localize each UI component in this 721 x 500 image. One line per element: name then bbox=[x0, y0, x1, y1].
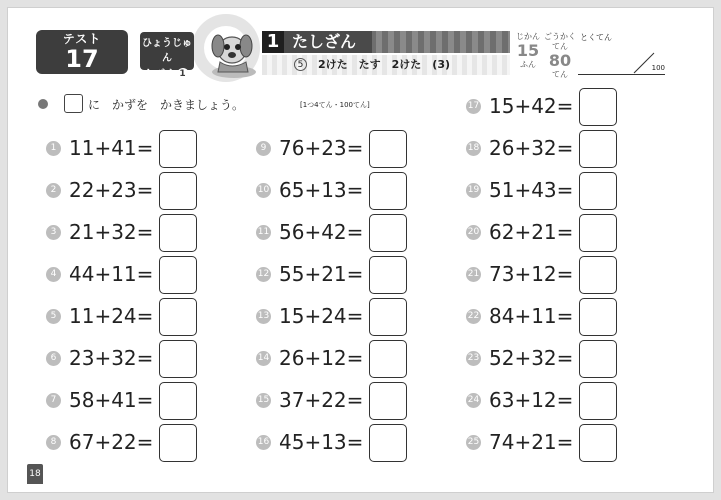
answer-box[interactable] bbox=[369, 424, 407, 462]
problem-expression: 62+21= bbox=[489, 220, 574, 244]
problem-expression: 76+23= bbox=[279, 136, 364, 160]
problem-item bbox=[256, 256, 416, 294]
problem-number: 23 bbox=[466, 351, 481, 366]
problem-number: 15 bbox=[256, 393, 271, 408]
answer-box[interactable] bbox=[159, 340, 197, 378]
level-badge bbox=[140, 32, 194, 79]
problem-number: 20 bbox=[466, 225, 481, 240]
problem-expression: 51+43= bbox=[489, 178, 574, 202]
problem-expression: 45+13= bbox=[279, 430, 364, 454]
problem-item bbox=[256, 130, 416, 168]
answer-box[interactable] bbox=[159, 130, 197, 168]
bullet-icon bbox=[38, 99, 48, 109]
problem-number: 14 bbox=[256, 351, 271, 366]
pass-unit: てん bbox=[552, 70, 568, 79]
page-title: たしざん bbox=[292, 32, 357, 51]
problem-number: 17 bbox=[466, 99, 481, 114]
answer-box[interactable] bbox=[159, 172, 197, 210]
title-bar bbox=[262, 31, 510, 53]
answer-box[interactable] bbox=[369, 298, 407, 336]
problem-item bbox=[46, 382, 206, 420]
problem-number: 9 bbox=[256, 141, 271, 156]
problem-item bbox=[466, 88, 626, 126]
answer-box[interactable] bbox=[369, 214, 407, 252]
problem-number: 16 bbox=[256, 435, 271, 450]
problem-expression: 26+32= bbox=[489, 136, 574, 160]
answer-box[interactable] bbox=[579, 256, 617, 294]
problem-item bbox=[256, 424, 416, 462]
problem-number: 18 bbox=[466, 141, 481, 156]
test-number-tab bbox=[36, 30, 128, 74]
subtitle-bar bbox=[262, 55, 510, 75]
problem-item bbox=[256, 172, 416, 210]
time-value: 15 bbox=[516, 41, 540, 60]
problem-number: 6 bbox=[46, 351, 61, 366]
problem-item bbox=[46, 340, 206, 378]
problem-number: 25 bbox=[466, 435, 481, 450]
problem-expression: 21+32= bbox=[69, 220, 154, 244]
problem-expression: 52+32= bbox=[489, 346, 574, 370]
level-line1: ひょうじゅん bbox=[142, 38, 192, 64]
subtitle-number: 5 bbox=[294, 58, 307, 71]
answer-box[interactable] bbox=[579, 130, 617, 168]
problem-expression: 67+22= bbox=[69, 430, 154, 454]
pass-label: ごうかくてん bbox=[544, 32, 576, 51]
problem-item bbox=[46, 172, 206, 210]
problem-expression: 84+11= bbox=[489, 304, 574, 328]
problem-number: 2 bbox=[46, 183, 61, 198]
problem-expression: 56+42= bbox=[279, 220, 364, 244]
problem-item bbox=[46, 298, 206, 336]
answer-box[interactable] bbox=[159, 256, 197, 294]
problem-expression: 65+13= bbox=[279, 178, 364, 202]
time-unit: ふん bbox=[520, 60, 536, 69]
problem-number: 22 bbox=[466, 309, 481, 324]
subtitle: 2けた たす 2けた (3) bbox=[318, 58, 451, 71]
problem-item bbox=[466, 130, 626, 168]
problem-item bbox=[256, 340, 416, 378]
answer-box[interactable] bbox=[369, 256, 407, 294]
problem-expression: 55+21= bbox=[279, 262, 364, 286]
problem-number: 10 bbox=[256, 183, 271, 198]
level-line2: レベル bbox=[145, 68, 176, 79]
passing-score bbox=[544, 32, 576, 80]
answer-box[interactable] bbox=[159, 214, 197, 252]
answer-box[interactable] bbox=[579, 424, 617, 462]
problem-number: 5 bbox=[46, 309, 61, 324]
problem-item bbox=[256, 298, 416, 336]
answer-box[interactable] bbox=[579, 298, 617, 336]
answer-box[interactable] bbox=[369, 172, 407, 210]
problem-number: 1 bbox=[46, 141, 61, 156]
problem-expression: 22+23= bbox=[69, 178, 154, 202]
problem-item bbox=[46, 256, 206, 294]
problem-item bbox=[256, 382, 416, 420]
problem-expression: 44+11= bbox=[69, 262, 154, 286]
problem-expression: 15+42= bbox=[489, 94, 574, 118]
problem-expression: 26+12= bbox=[279, 346, 364, 370]
pass-value: 80 bbox=[548, 51, 572, 70]
answer-box[interactable] bbox=[369, 382, 407, 420]
problem-item bbox=[46, 130, 206, 168]
problem-item bbox=[466, 172, 626, 210]
points-note: [1つ4てん・100てん] bbox=[300, 101, 370, 109]
problem-expression: 11+41= bbox=[69, 136, 154, 160]
answer-box[interactable] bbox=[369, 130, 407, 168]
problem-number: 7 bbox=[46, 393, 61, 408]
score-box[interactable] bbox=[578, 31, 665, 75]
answer-box[interactable] bbox=[579, 172, 617, 210]
time-label: じかん bbox=[516, 32, 540, 41]
score-total: 100 bbox=[651, 64, 665, 72]
problem-item bbox=[466, 382, 626, 420]
problem-item bbox=[466, 424, 626, 462]
score-label: とくてん bbox=[580, 33, 612, 42]
problem-number: 11 bbox=[256, 225, 271, 240]
problem-expression: 15+24= bbox=[279, 304, 364, 328]
problem-expression: 74+21= bbox=[489, 430, 574, 454]
problem-item bbox=[46, 424, 206, 462]
answer-box[interactable] bbox=[159, 298, 197, 336]
answer-box[interactable] bbox=[579, 340, 617, 378]
time-limit bbox=[514, 32, 542, 70]
problem-number: 13 bbox=[256, 309, 271, 324]
answer-box[interactable] bbox=[579, 88, 617, 126]
level-number: 1 bbox=[177, 68, 189, 80]
problem-item bbox=[466, 256, 626, 294]
problem-expression: 23+32= bbox=[69, 346, 154, 370]
answer-box[interactable] bbox=[579, 382, 617, 420]
problem-item bbox=[466, 214, 626, 252]
problem-expression: 37+22= bbox=[279, 388, 364, 412]
problem-number: 21 bbox=[466, 267, 481, 282]
problem-expression: 73+12= bbox=[489, 262, 574, 286]
problem-number: 8 bbox=[46, 435, 61, 450]
test-number: 17 bbox=[65, 45, 99, 73]
test-label: テスト bbox=[62, 32, 102, 46]
problem-number: 12 bbox=[256, 267, 271, 282]
problem-number: 3 bbox=[46, 225, 61, 240]
problem-expression: 58+41= bbox=[69, 388, 154, 412]
problem-number: 19 bbox=[466, 183, 481, 198]
answer-box[interactable] bbox=[579, 214, 617, 252]
answer-box[interactable] bbox=[159, 424, 197, 462]
instruction-text: に かずを かきましょう。 bbox=[88, 98, 245, 112]
unit-number: 1 bbox=[262, 31, 284, 53]
problem-expression: 11+24= bbox=[69, 304, 154, 328]
problem-expression: 63+12= bbox=[489, 388, 574, 412]
problem-item bbox=[466, 340, 626, 378]
problem-item bbox=[466, 298, 626, 336]
page-number: 18 bbox=[27, 464, 43, 484]
problem-number: 24 bbox=[466, 393, 481, 408]
problem-number: 4 bbox=[46, 267, 61, 282]
answer-box[interactable] bbox=[369, 340, 407, 378]
answer-box-icon bbox=[64, 94, 83, 113]
answer-box[interactable] bbox=[159, 382, 197, 420]
problem-item bbox=[46, 214, 206, 252]
problem-item bbox=[256, 214, 416, 252]
